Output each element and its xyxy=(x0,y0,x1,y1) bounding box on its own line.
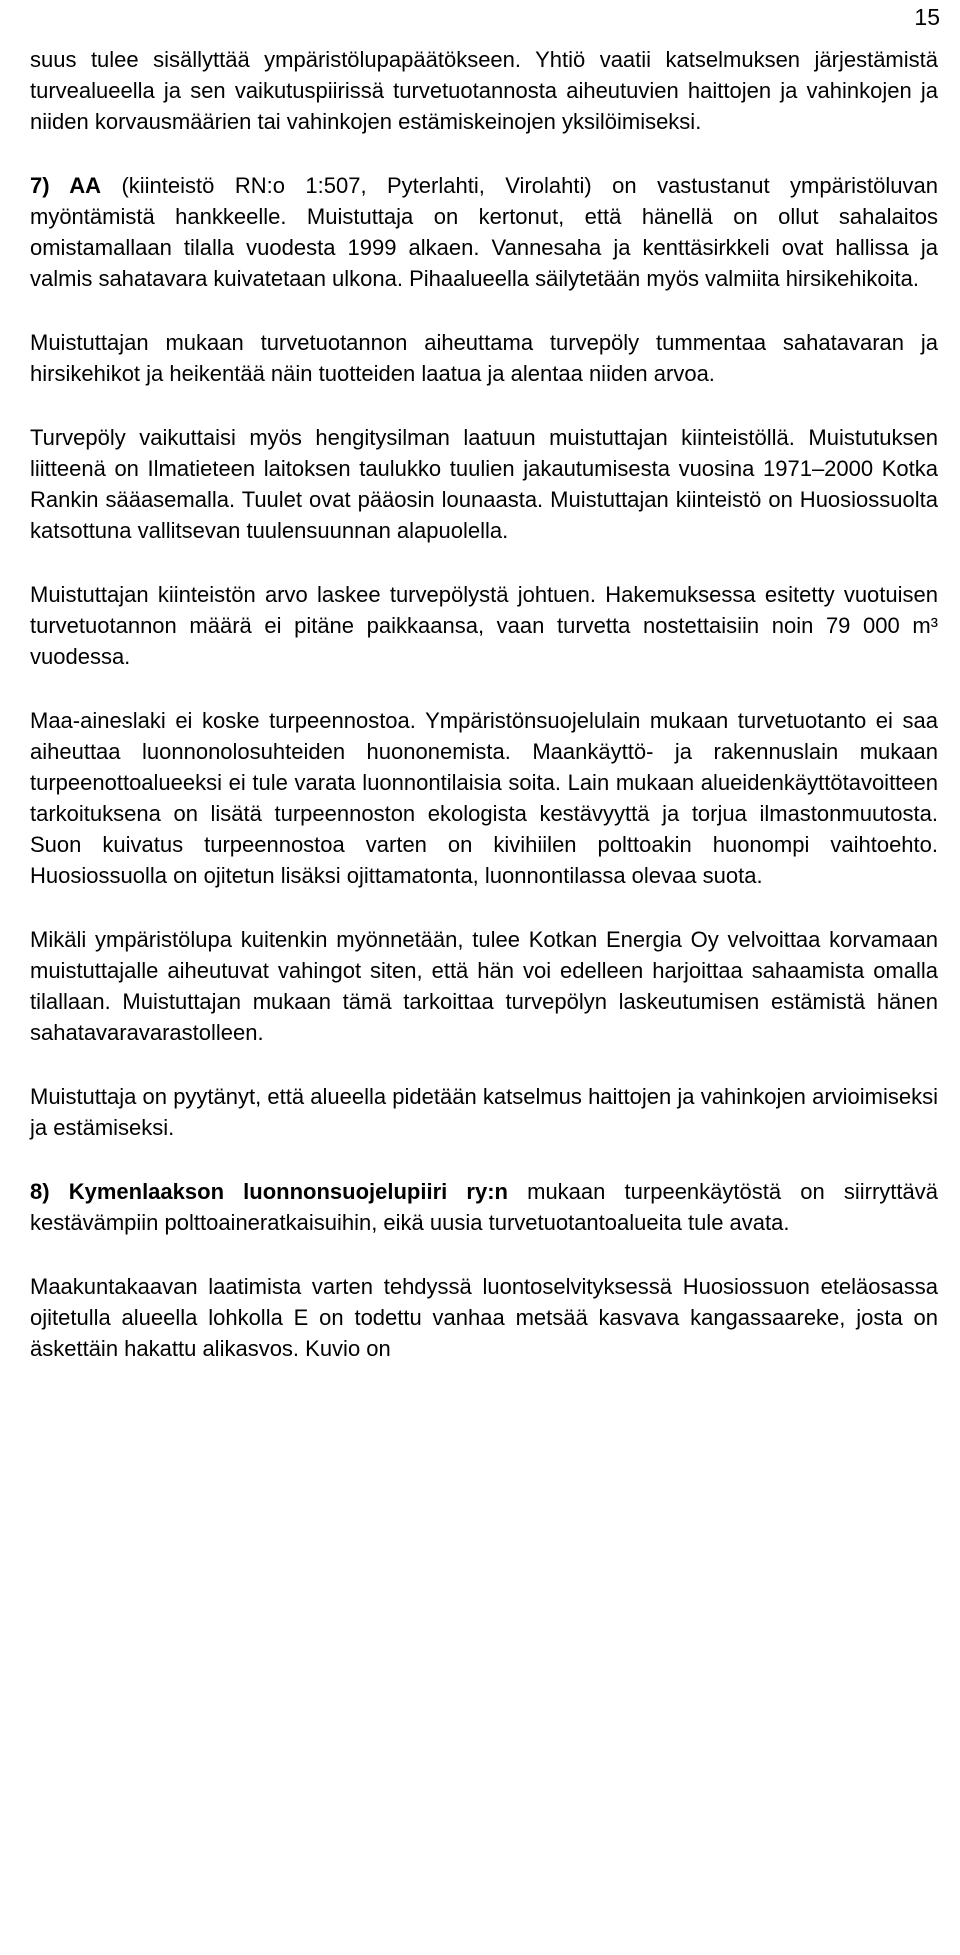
paragraph-text: Muistuttaja on pyytänyt, että alueella pidetään katselmus haittojen ja vahinkojen arvioimiseksi ja estämiseksi. xyxy=(30,1084,938,1140)
objector-label: 8) Kymenlaakson luonnonsuojelupiiri ry:n xyxy=(30,1179,508,1204)
paragraph-air-quality xyxy=(30,422,938,546)
paragraph-objection-7 xyxy=(30,170,938,294)
paragraph-text: Muistuttajan mukaan turvetuotannon aiheuttama turvepöly tummentaa sahatavaran ja hirsikehikot ja heikentää näin tuotteiden laatua ja alentaa niiden arvoa. xyxy=(30,330,938,386)
paragraph-text: Turvepöly vaikuttaisi myös hengitysilman laatuun muistuttajan kiinteistöllä. Muistutuksen liitteenä on Ilmatieteen laitoksen taulukko tuulien jakautumisesta vuosina 1971–2000 Kotka Rankin sääasemalla. Tuulet ovat pääosin lounaasta. Muistuttajan kiinteistö on Huosiossuolta katsottuna vallitsevan tuulensuunnan alapuolella. xyxy=(30,425,938,543)
paragraph-inspection-request xyxy=(30,44,938,137)
objector-label: 7) AA xyxy=(30,173,101,198)
paragraph-peat-dust-effect xyxy=(30,327,938,389)
paragraph-text: Muistuttajan kiinteistön arvo laskee turvepölystä johtuen. Hakemuksessa esitetty vuotuisen turvetuotannon määrä ei pitäne paikkaansa, vaan turvetta nostettaisiin noin 79 000 m³ vuodessa. xyxy=(30,582,938,669)
paragraph-text: Mikäli ympäristölupa kuitenkin myönnetään, tulee Kotkan Energia Oy velvoittaa korvamaan muistuttajalle aiheutuvat vahingot siten, että hän voi edelleen harjoittaa sahaamista omalla tilallaan. Muistuttajan mukaan tämä tarkoittaa turvepölyn laskeutumisen estämistä hänen sahatavaravarastolleen. xyxy=(30,927,938,1045)
page-number: 15 xyxy=(914,4,940,30)
paragraph-text: Maakuntakaavan laatimista varten tehdyssä luontoselvityksessä Huosiossuon eteläosassa ojitetulla alueella lohkolla E on todettu vanhaa metsää kasvava kangassaareke, josta on äskettäin hakattu alikasvos. Kuvio on xyxy=(30,1274,938,1361)
paragraph-inspection-request-2 xyxy=(30,1081,938,1143)
paragraph-legislation xyxy=(30,705,938,891)
paragraph-text: mukaan turpeenkäytöstä on siirryttävä kestävämpiin polttoaineratkaisuihin, eikä uusia turvetuotantoalueita tule avata. xyxy=(30,1179,938,1235)
paragraph-objection-8 xyxy=(30,1176,938,1238)
paragraph-text: (kiinteistö RN:o 1:507, Pyterlahti, Virolahti) on vastustanut ympäristöluvan myöntämistä hankkeelle. Muistuttaja on kertonut, että hänellä on ollut sahalaitos omistamallaan tilalla vuodesta 1999 alkaen. Vannesaha ja kenttäsirkkeli ovat hallissa ja valmis sahatavara kuivatetaan ulkona. Pihaalueella säilytetään myös valmiita hirsikehikoita. xyxy=(30,173,938,291)
document-body xyxy=(30,44,938,1397)
paragraph-property-value xyxy=(30,579,938,672)
paragraph-text: suus tulee sisällyttää ympäristölupapäätökseen. Yhtiö vaatii katselmuksen järjestämistä turvealueella ja sen vaikutuspiirissä turvetuotannosta aiheutuvien haittojen ja vahinkojen ja niiden korvausmäärien tai vahinkojen estämiskeinojen yksilöimiseksi. xyxy=(30,47,938,134)
paragraph-text: Maa-aineslaki ei koske turpeennostoa. Ympäristönsuojelulain mukaan turvetuotanto ei saa aiheuttaa luonnonolosuhteiden huononemista. Maankäyttö- ja rakennuslain mukaan turpeenottoalueeksi ei tule varata luonnontilaisia soita. Lain mukaan alueidenkäyttötavoitteen tarkoituksena on lisätä turpeennoston ekologista kestävyyttä ja torjua ilmastonmuutosta. Suon kuivatus turpeennostoa varten on kivihiilen polttoakin huonompi vaihtoehto. Huosiossuolla on ojitetun lisäksi ojittamatonta, luonnontilassa olevaa suota. xyxy=(30,708,938,888)
paragraph-compensation xyxy=(30,924,938,1048)
paragraph-nature-survey xyxy=(30,1271,938,1364)
